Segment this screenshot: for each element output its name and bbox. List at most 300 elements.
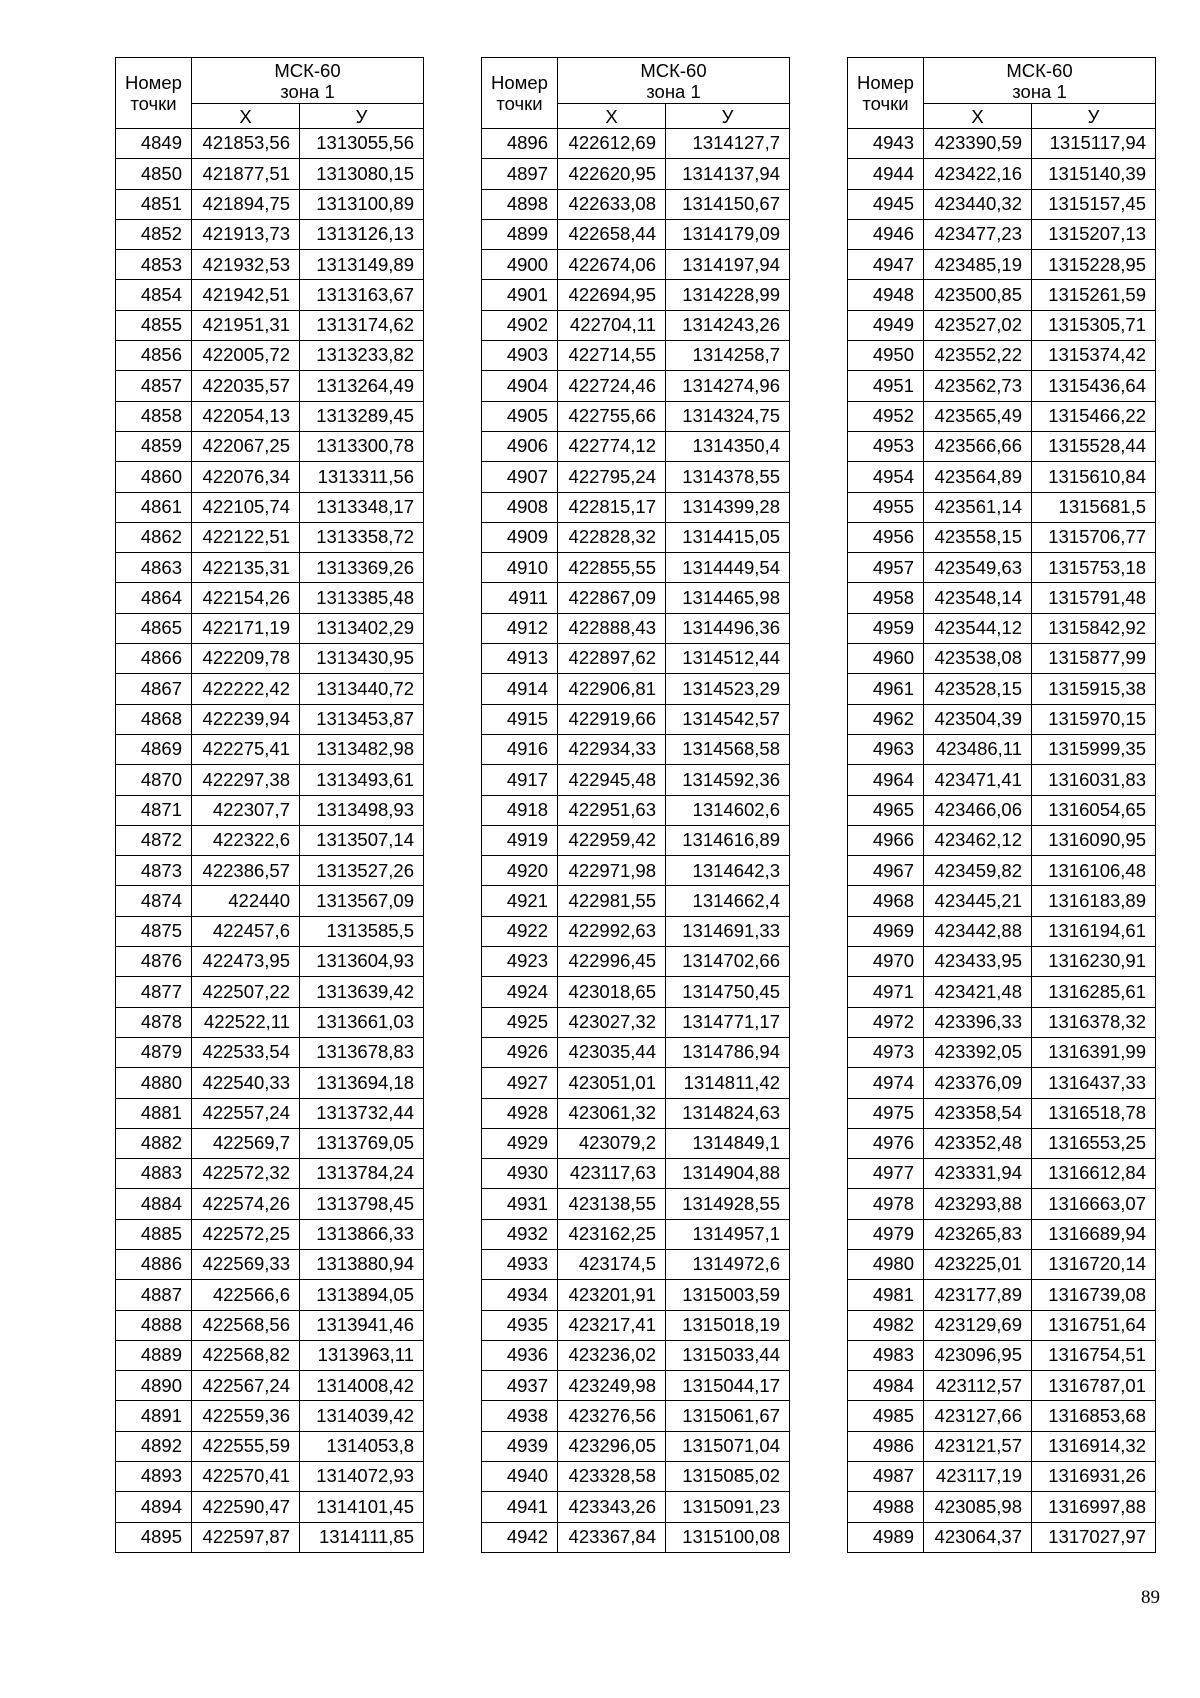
point-number-cell: 4961	[848, 674, 924, 704]
point-number-cell: 4989	[848, 1522, 924, 1552]
table-row	[848, 734, 1156, 764]
x-coordinate-cell: 422959,42	[558, 825, 666, 855]
y-coordinate-cell: 1315003,59	[666, 1280, 790, 1310]
x-coordinate-cell: 421877,51	[192, 159, 300, 189]
point-number-cell: 4853	[116, 250, 192, 280]
table-row	[482, 1249, 790, 1279]
x-coordinate-cell: 423528,15	[924, 674, 1032, 704]
x-coordinate-cell: 423440,32	[924, 189, 1032, 219]
y-coordinate-cell: 1315915,38	[1032, 674, 1156, 704]
point-number-cell: 4954	[848, 462, 924, 492]
y-coordinate-cell: 1315061,67	[666, 1401, 790, 1431]
table-row	[482, 613, 790, 643]
table-row	[848, 1249, 1156, 1279]
y-coordinate-cell: 1314465,98	[666, 583, 790, 613]
y-coordinate-cell: 1316931,26	[1032, 1462, 1156, 1492]
point-number-cell: 4908	[482, 492, 558, 522]
table-row	[116, 613, 424, 643]
x-coordinate-cell: 423085,98	[924, 1492, 1032, 1522]
point-number-cell: 4924	[482, 977, 558, 1007]
x-coordinate-cell: 422674,06	[558, 250, 666, 280]
point-number-cell: 4921	[482, 886, 558, 916]
point-number-cell: 4980	[848, 1249, 924, 1279]
point-number-cell: 4918	[482, 795, 558, 825]
table-row	[482, 371, 790, 401]
x-coordinate-cell: 423265,83	[924, 1219, 1032, 1249]
x-coordinate-cell: 422971,98	[558, 856, 666, 886]
x-coordinate-cell: 423352,48	[924, 1128, 1032, 1158]
point-number-cell: 4867	[116, 674, 192, 704]
table-row	[848, 765, 1156, 795]
point-number-cell: 4947	[848, 250, 924, 280]
y-coordinate-cell: 1313769,05	[300, 1128, 424, 1158]
x-coordinate-cell: 422122,51	[192, 522, 300, 552]
x-coordinate-cell: 423485,19	[924, 250, 1032, 280]
table-row	[848, 1159, 1156, 1189]
point-number-cell: 4882	[116, 1128, 192, 1158]
x-coordinate-cell: 422795,24	[558, 462, 666, 492]
table-row	[116, 1219, 424, 1249]
y-coordinate-cell: 1314072,93	[300, 1462, 424, 1492]
point-number-cell: 4976	[848, 1128, 924, 1158]
point-number-cell: 4988	[848, 1492, 924, 1522]
point-number-cell: 4967	[848, 856, 924, 886]
point-number-cell: 4890	[116, 1371, 192, 1401]
table-row	[116, 1159, 424, 1189]
x-coordinate-cell: 423433,95	[924, 947, 1032, 977]
point-number-cell: 4922	[482, 916, 558, 946]
table-row	[482, 219, 790, 249]
table-row	[482, 1189, 790, 1219]
table-row	[482, 431, 790, 461]
point-number-cell: 4895	[116, 1522, 192, 1552]
coordinate-table-1	[115, 57, 424, 1553]
point-number-cell: 4937	[482, 1371, 558, 1401]
table-row	[848, 401, 1156, 431]
x-coordinate-cell: 422694,95	[558, 280, 666, 310]
y-coordinate-cell: 1314592,36	[666, 765, 790, 795]
point-number-cell: 4858	[116, 401, 192, 431]
point-number-cell: 4877	[116, 977, 192, 1007]
table-row	[482, 856, 790, 886]
table-row	[116, 1007, 424, 1037]
x-coordinate-cell: 422724,46	[558, 371, 666, 401]
table-row	[116, 916, 424, 946]
point-number-cell: 4977	[848, 1159, 924, 1189]
point-number-cell: 4884	[116, 1189, 192, 1219]
table-row	[116, 977, 424, 1007]
y-coordinate-cell: 1313402,29	[300, 613, 424, 643]
y-coordinate-cell: 1316739,08	[1032, 1280, 1156, 1310]
table-row	[116, 189, 424, 219]
table-row	[116, 1340, 424, 1370]
y-coordinate-cell: 1315466,22	[1032, 401, 1156, 431]
y-coordinate-cell: 1313348,17	[300, 492, 424, 522]
x-coordinate-cell: 423392,05	[924, 1037, 1032, 1067]
point-number-cell: 4892	[116, 1431, 192, 1461]
x-coordinate-cell: 422222,42	[192, 674, 300, 704]
table-row	[848, 371, 1156, 401]
y-coordinate-cell: 1315528,44	[1032, 431, 1156, 461]
x-coordinate-cell: 422569,7	[192, 1128, 300, 1158]
table-row	[116, 522, 424, 552]
table-row	[116, 1249, 424, 1279]
y-coordinate-cell: 1315305,71	[1032, 310, 1156, 340]
x-coordinate-cell: 422951,63	[558, 795, 666, 825]
x-coordinate-cell: 422540,33	[192, 1068, 300, 1098]
table-row	[482, 947, 790, 977]
x-coordinate-cell: 423544,12	[924, 613, 1032, 643]
table-row	[482, 977, 790, 1007]
x-coordinate-cell: 423079,2	[558, 1128, 666, 1158]
x-coordinate-cell: 422612,69	[558, 129, 666, 159]
point-number-cell: 4854	[116, 280, 192, 310]
table-row	[848, 674, 1156, 704]
x-coordinate-cell: 423051,01	[558, 1068, 666, 1098]
x-coordinate-cell: 422559,36	[192, 1401, 300, 1431]
table-row	[848, 1371, 1156, 1401]
point-number-cell: 4948	[848, 280, 924, 310]
y-coordinate-cell: 1315681,5	[1032, 492, 1156, 522]
y-coordinate-cell: 1314824,63	[666, 1098, 790, 1128]
y-coordinate-cell: 1314243,26	[666, 310, 790, 340]
y-coordinate-cell: 1314972,6	[666, 1249, 790, 1279]
y-coordinate-cell: 1316054,65	[1032, 795, 1156, 825]
table-row	[116, 341, 424, 371]
x-coordinate-cell: 423442,88	[924, 916, 1032, 946]
point-number-cell: 4869	[116, 734, 192, 764]
y-coordinate-cell: 1313430,95	[300, 644, 424, 674]
table-row	[848, 644, 1156, 674]
x-coordinate-cell: 423225,01	[924, 1249, 1032, 1279]
y-coordinate-cell: 1316997,88	[1032, 1492, 1156, 1522]
y-coordinate-cell: 1315085,02	[666, 1462, 790, 1492]
x-coordinate-cell: 423527,02	[924, 310, 1032, 340]
point-number-cell: 4880	[116, 1068, 192, 1098]
x-coordinate-cell: 422005,72	[192, 341, 300, 371]
point-number-cell: 4946	[848, 219, 924, 249]
table-row	[482, 250, 790, 280]
y-coordinate-cell: 1313894,05	[300, 1280, 424, 1310]
table-row	[116, 704, 424, 734]
point-number-cell: 4885	[116, 1219, 192, 1249]
x-coordinate-cell: 423561,14	[924, 492, 1032, 522]
table-row	[848, 1037, 1156, 1067]
table-row	[848, 1007, 1156, 1037]
y-coordinate-cell: 1313149,89	[300, 250, 424, 280]
table-row	[482, 401, 790, 431]
y-coordinate-cell: 1314904,88	[666, 1159, 790, 1189]
point-number-cell: 4852	[116, 219, 192, 249]
point-number-cell: 4928	[482, 1098, 558, 1128]
table-row	[848, 583, 1156, 613]
point-number-cell: 4969	[848, 916, 924, 946]
table-row	[482, 1068, 790, 1098]
point-number-cell: 4931	[482, 1189, 558, 1219]
y-coordinate-cell: 1313661,03	[300, 1007, 424, 1037]
x-coordinate-cell: 423445,21	[924, 886, 1032, 916]
point-number-cell: 4965	[848, 795, 924, 825]
x-coordinate-cell: 422557,24	[192, 1098, 300, 1128]
table-row	[116, 795, 424, 825]
y-coordinate-cell: 1313963,11	[300, 1340, 424, 1370]
y-coordinate-cell: 1313639,42	[300, 977, 424, 1007]
point-number-cell: 4868	[116, 704, 192, 734]
point-number-cell: 4861	[116, 492, 192, 522]
point-number-cell: 4958	[848, 583, 924, 613]
y-coordinate-cell: 1315706,77	[1032, 522, 1156, 552]
table-row	[116, 159, 424, 189]
table-row	[482, 1401, 790, 1431]
point-number-cell: 4864	[116, 583, 192, 613]
x-coordinate-cell: 422620,95	[558, 159, 666, 189]
table-row	[848, 159, 1156, 189]
y-coordinate-cell: 1316031,83	[1032, 765, 1156, 795]
x-coordinate-cell: 423486,11	[924, 734, 1032, 764]
point-number-cell: 4950	[848, 341, 924, 371]
y-coordinate-cell: 1316090,95	[1032, 825, 1156, 855]
point-number-cell: 4905	[482, 401, 558, 431]
x-coordinate-cell: 422704,11	[558, 310, 666, 340]
table-row	[848, 1401, 1156, 1431]
table-row	[848, 947, 1156, 977]
y-coordinate-cell: 1313311,56	[300, 462, 424, 492]
point-number-cell: 4886	[116, 1249, 192, 1279]
point-number-cell: 4951	[848, 371, 924, 401]
point-number-cell: 4876	[116, 947, 192, 977]
point-number-cell: 4981	[848, 1280, 924, 1310]
y-coordinate-cell: 1315117,94	[1032, 129, 1156, 159]
y-coordinate-cell: 1314771,17	[666, 1007, 790, 1037]
coordinate-system-header: МСК-60 зона 1	[924, 58, 1156, 104]
table-row	[848, 1219, 1156, 1249]
point-number-cell: 4873	[116, 856, 192, 886]
table-row	[116, 1189, 424, 1219]
x-coordinate-cell: 422888,43	[558, 613, 666, 643]
y-coordinate-cell: 1314008,42	[300, 1371, 424, 1401]
y-coordinate-cell: 1314568,58	[666, 734, 790, 764]
x-coordinate-cell: 423562,73	[924, 371, 1032, 401]
x-coordinate-cell: 422239,94	[192, 704, 300, 734]
y-coordinate-cell: 1313080,15	[300, 159, 424, 189]
table-row	[848, 825, 1156, 855]
point-number-cell: 4968	[848, 886, 924, 916]
point-number-cell: 4866	[116, 644, 192, 674]
table-row	[482, 1340, 790, 1370]
x-coordinate-cell: 422855,55	[558, 553, 666, 583]
x-coordinate-cell: 423027,32	[558, 1007, 666, 1037]
table-row	[848, 1522, 1156, 1552]
x-coordinate-cell: 423358,54	[924, 1098, 1032, 1128]
x-coordinate-cell: 423564,89	[924, 462, 1032, 492]
point-number-cell: 4874	[116, 886, 192, 916]
table-row	[482, 1522, 790, 1552]
table-row	[116, 1492, 424, 1522]
point-number-cell: 4974	[848, 1068, 924, 1098]
x-coordinate-cell: 423548,14	[924, 583, 1032, 613]
point-number-cell: 4907	[482, 462, 558, 492]
x-coordinate-cell: 422658,44	[558, 219, 666, 249]
x-coordinate-cell: 423129,69	[924, 1310, 1032, 1340]
x-coordinate-cell: 423421,48	[924, 977, 1032, 1007]
table-row	[116, 644, 424, 674]
table-row	[848, 1340, 1156, 1370]
point-number-cell: 4917	[482, 765, 558, 795]
table-row	[482, 886, 790, 916]
table-row	[482, 189, 790, 219]
point-number-cell: 4935	[482, 1310, 558, 1340]
point-number-cell: 4943	[848, 129, 924, 159]
y-coordinate-cell: 1316183,89	[1032, 886, 1156, 916]
point-number-cell: 4896	[482, 129, 558, 159]
table-row	[848, 1280, 1156, 1310]
x-coordinate-cell: 421894,75	[192, 189, 300, 219]
table-row	[848, 280, 1156, 310]
x-coordinate-cell: 422568,56	[192, 1310, 300, 1340]
y-coordinate-cell: 1313174,62	[300, 310, 424, 340]
x-coordinate-cell: 423121,57	[924, 1431, 1032, 1461]
point-number-cell: 4902	[482, 310, 558, 340]
table-row	[482, 1280, 790, 1310]
point-number-cell: 4913	[482, 644, 558, 674]
x-column-header: Х	[924, 104, 1032, 129]
point-number-cell: 4889	[116, 1340, 192, 1370]
y-coordinate-cell: 1314702,66	[666, 947, 790, 977]
y-coordinate-cell: 1315100,08	[666, 1522, 790, 1552]
table-row	[848, 219, 1156, 249]
point-number-cell: 4893	[116, 1462, 192, 1492]
x-coordinate-cell: 422569,33	[192, 1249, 300, 1279]
y-coordinate-cell: 1314512,44	[666, 644, 790, 674]
y-coordinate-cell: 1314258,7	[666, 341, 790, 371]
y-coordinate-cell: 1314101,45	[300, 1492, 424, 1522]
point-number-cell: 4891	[116, 1401, 192, 1431]
x-coordinate-cell: 423500,85	[924, 280, 1032, 310]
point-number-cell: 4887	[116, 1280, 192, 1310]
table-row	[116, 401, 424, 431]
x-coordinate-cell: 423565,49	[924, 401, 1032, 431]
point-number-cell: 4983	[848, 1340, 924, 1370]
x-column-header: Х	[558, 104, 666, 129]
point-number-cell: 4906	[482, 431, 558, 461]
table-row	[482, 492, 790, 522]
table-row	[848, 189, 1156, 219]
table-row	[116, 431, 424, 461]
x-coordinate-cell: 422590,47	[192, 1492, 300, 1522]
table-row	[482, 553, 790, 583]
point-number-cell: 4971	[848, 977, 924, 1007]
x-coordinate-cell: 422570,41	[192, 1462, 300, 1492]
x-coordinate-cell: 423549,63	[924, 553, 1032, 583]
x-coordinate-cell: 422755,66	[558, 401, 666, 431]
point-number-cell: 4878	[116, 1007, 192, 1037]
x-coordinate-cell: 422297,38	[192, 765, 300, 795]
point-number-cell: 4920	[482, 856, 558, 886]
x-coordinate-cell: 422906,81	[558, 674, 666, 704]
table-row	[848, 129, 1156, 159]
point-number-cell: 4966	[848, 825, 924, 855]
point-number-cell: 4919	[482, 825, 558, 855]
y-column-header: У	[300, 104, 424, 129]
table-row	[848, 1462, 1156, 1492]
x-coordinate-cell: 422815,17	[558, 492, 666, 522]
y-coordinate-cell: 1313358,72	[300, 522, 424, 552]
x-coordinate-cell: 423217,41	[558, 1310, 666, 1340]
point-number-cell: 4934	[482, 1280, 558, 1310]
x-coordinate-cell: 421853,56	[192, 129, 300, 159]
x-coordinate-cell: 422568,82	[192, 1340, 300, 1370]
y-coordinate-cell: 1316518,78	[1032, 1098, 1156, 1128]
point-number-cell: 4871	[116, 795, 192, 825]
x-coordinate-cell: 422035,57	[192, 371, 300, 401]
point-number-cell: 4940	[482, 1462, 558, 1492]
x-coordinate-cell: 423367,84	[558, 1522, 666, 1552]
point-number-cell: 4859	[116, 431, 192, 461]
y-coordinate-cell: 1315157,45	[1032, 189, 1156, 219]
y-coordinate-cell: 1313567,09	[300, 886, 424, 916]
table-row	[482, 280, 790, 310]
y-coordinate-cell: 1314602,6	[666, 795, 790, 825]
table-row	[848, 522, 1156, 552]
y-coordinate-cell: 1314957,1	[666, 1219, 790, 1249]
y-coordinate-cell: 1314849,1	[666, 1128, 790, 1158]
table-row	[482, 1128, 790, 1158]
table-row	[482, 1098, 790, 1128]
table-row	[116, 1128, 424, 1158]
table-row	[848, 1431, 1156, 1461]
table-row	[116, 219, 424, 249]
point-number-header: Номер точки	[848, 58, 924, 129]
x-coordinate-cell: 422154,26	[192, 583, 300, 613]
y-coordinate-cell: 1313453,87	[300, 704, 424, 734]
x-coordinate-cell: 423471,41	[924, 765, 1032, 795]
x-coordinate-cell: 422714,55	[558, 341, 666, 371]
y-coordinate-cell: 1313880,94	[300, 1249, 424, 1279]
table-row	[482, 1310, 790, 1340]
y-coordinate-cell: 1314399,28	[666, 492, 790, 522]
y-coordinate-cell: 1315791,48	[1032, 583, 1156, 613]
y-coordinate-cell: 1316720,14	[1032, 1249, 1156, 1279]
table-row	[116, 1310, 424, 1340]
y-coordinate-cell: 1313369,26	[300, 553, 424, 583]
table-row	[116, 1280, 424, 1310]
y-coordinate-cell: 1313163,67	[300, 280, 424, 310]
y-coordinate-cell: 1315261,59	[1032, 280, 1156, 310]
x-coordinate-cell: 422473,95	[192, 947, 300, 977]
table-row	[116, 492, 424, 522]
point-number-cell: 4978	[848, 1189, 924, 1219]
x-coordinate-cell: 422067,25	[192, 431, 300, 461]
coordinate-table-3	[847, 57, 1156, 1553]
table-row	[848, 431, 1156, 461]
table-row	[848, 1492, 1156, 1522]
y-coordinate-cell: 1313798,45	[300, 1189, 424, 1219]
y-coordinate-cell: 1316437,33	[1032, 1068, 1156, 1098]
point-number-cell: 4945	[848, 189, 924, 219]
y-coordinate-cell: 1316106,48	[1032, 856, 1156, 886]
y-coordinate-cell: 1315033,44	[666, 1340, 790, 1370]
point-number-cell: 4881	[116, 1098, 192, 1128]
point-number-cell: 4850	[116, 159, 192, 189]
x-coordinate-cell: 422307,7	[192, 795, 300, 825]
y-coordinate-cell: 1313385,48	[300, 583, 424, 613]
y-coordinate-cell: 1316230,91	[1032, 947, 1156, 977]
point-number-header: Номер точки	[116, 58, 192, 129]
x-column-header: Х	[192, 104, 300, 129]
y-coordinate-cell: 1315877,99	[1032, 644, 1156, 674]
x-coordinate-cell: 423035,44	[558, 1037, 666, 1067]
x-coordinate-cell: 423566,66	[924, 431, 1032, 461]
